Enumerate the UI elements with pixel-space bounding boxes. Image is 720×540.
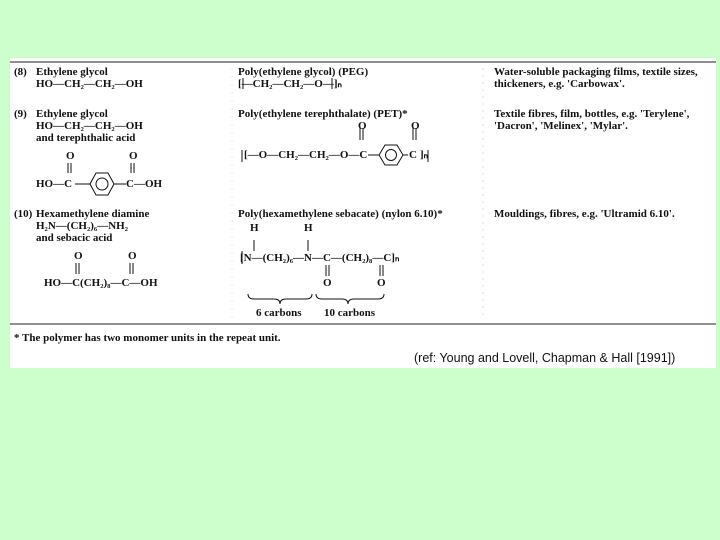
- footnote: * The polymer has two monomer units in the repeat unit.: [14, 332, 281, 344]
- monomer-formula: H₂N—(CH₂)₆—NH₂: [36, 220, 129, 232]
- monomer-name: Hexamethylene diamine: [36, 208, 150, 220]
- repeat-unit: ]ₙ: [420, 149, 429, 161]
- polymer-table: [10, 58, 716, 368]
- uses-text: Textile fibres, film, bottles, e.g. 'Terylene',: [494, 108, 690, 120]
- oxygen-label: O: [74, 250, 83, 262]
- monomer-name: Ethylene glycol: [36, 108, 108, 120]
- hydrogen-label: H: [304, 222, 313, 234]
- oxygen-label: O: [323, 277, 332, 289]
- repeat-unit: [—O—CH₂—CH₂—O—C: [244, 149, 368, 161]
- oxygen-label: O: [377, 277, 386, 289]
- monomer-formula: HO—C(CH₂)₈—C—OH: [44, 277, 158, 289]
- reference-citation: (ref: Young and Lovell, Chapman & Hall [1991]): [414, 351, 676, 365]
- row-number: (9): [14, 108, 27, 120]
- polymer-name: Poly(ethylene terephthalate) (PET)*: [238, 108, 408, 120]
- repeat-unit: [—CH₂—CH₂—O—]ₙ: [238, 78, 342, 90]
- monomer-formula: HO—CH₂—CH₂—OH: [36, 78, 143, 90]
- hydrogen-label: H: [250, 222, 259, 234]
- repeat-unit: [N—(CH₂)₆—N—C—(CH₂)₈—C]ₙ: [240, 252, 400, 264]
- brace-label: 10 carbons: [324, 307, 376, 319]
- monomer-name: Ethylene glycol: [36, 66, 108, 78]
- monomer-name: and sebacic acid: [36, 232, 113, 244]
- monomer-name: and terephthalic acid: [36, 132, 136, 144]
- oxygen-label: O: [411, 120, 420, 132]
- polymer-name: Poly(hexamethylene sebacate) (nylon 6.10)*: [238, 208, 443, 220]
- row-number: (8): [14, 66, 27, 78]
- oxygen-label: O: [129, 150, 138, 162]
- brace-label: 6 carbons: [256, 307, 302, 319]
- uses-text: 'Dacron', 'Melinex', 'Mylar'.: [494, 120, 628, 132]
- monomer-formula: C—OH: [126, 178, 163, 190]
- row-number: (10): [14, 208, 33, 220]
- uses-text: Mouldings, fibres, e.g. 'Ultramid 6.10'.: [494, 208, 675, 220]
- uses-text: thickeners, e.g. 'Carbowax'.: [494, 78, 625, 90]
- monomer-formula: HO—C: [36, 178, 73, 190]
- oxygen-label: O: [128, 250, 137, 262]
- uses-text: Water-soluble packaging films, textile sizes,: [494, 66, 698, 78]
- monomer-formula: HO—CH₂—CH₂—OH: [36, 120, 143, 132]
- oxygen-label: O: [358, 120, 367, 132]
- repeat-unit: C: [409, 149, 417, 161]
- polymer-name: Poly(ethylene glycol) (PEG): [238, 66, 369, 78]
- oxygen-label: O: [66, 150, 75, 162]
